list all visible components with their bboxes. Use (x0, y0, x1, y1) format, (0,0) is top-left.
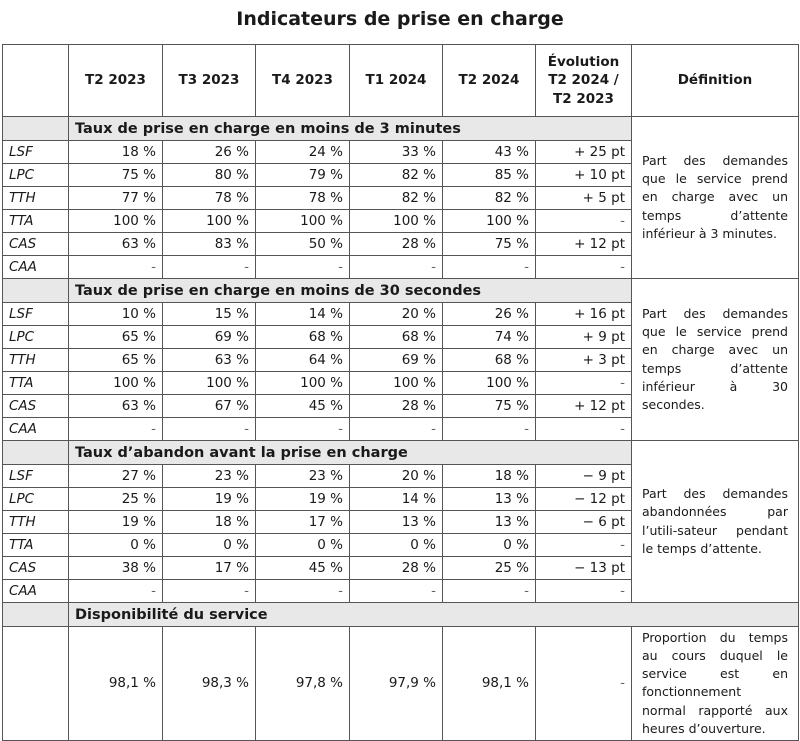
value-cell: 97,9 % (350, 627, 443, 741)
value-cell: 75 % (443, 233, 536, 256)
evolution-cell: + 9 pt (536, 326, 632, 349)
row-label-empty (3, 627, 69, 741)
value-cell: 0 % (163, 534, 256, 557)
evolution-cell: - (536, 627, 632, 741)
evolution-cell: + 16 pt (536, 303, 632, 326)
value-cell: 28 % (350, 395, 443, 418)
evolution-cell: + 5 pt (536, 187, 632, 210)
value-cell: 68 % (350, 326, 443, 349)
value-cell: 33 % (350, 141, 443, 164)
value-cell: 77 % (69, 187, 163, 210)
value-cell: - (256, 256, 350, 279)
column-header: T2 2023 (69, 45, 163, 117)
value-cell: 45 % (256, 395, 350, 418)
row-label: LPC (3, 164, 69, 187)
value-cell: 75 % (69, 164, 163, 187)
column-header: T1 2024 (350, 45, 443, 117)
value-cell: - (163, 580, 256, 603)
row-label: TTH (3, 511, 69, 534)
column-header: T2 2024 (443, 45, 536, 117)
evolution-cell: - (536, 418, 632, 441)
section-header-empty (3, 603, 69, 627)
indicators-table (2, 44, 799, 741)
value-cell: - (163, 418, 256, 441)
column-header: T4 2023 (256, 45, 350, 117)
value-cell: 19 % (256, 488, 350, 511)
value-cell: 100 % (350, 210, 443, 233)
value-cell: - (163, 256, 256, 279)
row-label: CAS (3, 233, 69, 256)
value-cell: 100 % (163, 210, 256, 233)
value-cell: 83 % (163, 233, 256, 256)
value-cell: 24 % (256, 141, 350, 164)
value-cell: 20 % (350, 303, 443, 326)
row-label: CAS (3, 395, 69, 418)
evolution-cell: − 12 pt (536, 488, 632, 511)
column-header: T3 2023 (163, 45, 256, 117)
value-cell: 27 % (69, 465, 163, 488)
row-label: TTH (3, 187, 69, 210)
value-cell: 20 % (350, 465, 443, 488)
value-cell: 75 % (443, 395, 536, 418)
value-cell: 25 % (443, 557, 536, 580)
section-title: Taux d’abandon avant la prise en charge (69, 441, 632, 465)
value-cell: 100 % (256, 210, 350, 233)
value-cell: 64 % (256, 349, 350, 372)
value-cell: 98,1 % (69, 627, 163, 741)
row-label: CAA (3, 256, 69, 279)
evolution-cell: + 25 pt (536, 141, 632, 164)
value-cell: 13 % (443, 511, 536, 534)
evolution-cell: - (536, 210, 632, 233)
row-label: TTA (3, 372, 69, 395)
section-header-row (3, 603, 799, 627)
value-cell: 43 % (443, 141, 536, 164)
value-cell: 100 % (69, 372, 163, 395)
evolution-cell: + 12 pt (536, 233, 632, 256)
value-cell: - (350, 418, 443, 441)
value-cell: 18 % (163, 511, 256, 534)
value-cell: 28 % (350, 233, 443, 256)
value-cell: 15 % (163, 303, 256, 326)
value-cell: 26 % (443, 303, 536, 326)
row-label: CAA (3, 580, 69, 603)
value-cell: 79 % (256, 164, 350, 187)
section-header-empty (3, 441, 69, 465)
row-label: LSF (3, 465, 69, 488)
value-cell: 78 % (256, 187, 350, 210)
row-label: TTH (3, 349, 69, 372)
value-cell: 18 % (69, 141, 163, 164)
value-cell: 45 % (256, 557, 350, 580)
value-cell: 100 % (443, 210, 536, 233)
value-cell: 26 % (163, 141, 256, 164)
value-cell: - (256, 580, 350, 603)
row-label: TTA (3, 210, 69, 233)
value-cell: 50 % (256, 233, 350, 256)
section-header-empty (3, 279, 69, 303)
row-label: LSF (3, 303, 69, 326)
value-cell: 0 % (256, 534, 350, 557)
section-definition: Part des demandes que le service prend en charge avec un temps d’attente inférieur à 30 secondes. (632, 279, 799, 441)
row-label: CAA (3, 418, 69, 441)
value-cell: - (443, 418, 536, 441)
value-cell: 100 % (350, 372, 443, 395)
value-cell: 100 % (69, 210, 163, 233)
value-cell: - (350, 256, 443, 279)
value-cell: - (256, 418, 350, 441)
value-cell: 65 % (69, 326, 163, 349)
value-cell: 19 % (163, 488, 256, 511)
value-cell: 97,8 % (256, 627, 350, 741)
value-cell: 67 % (163, 395, 256, 418)
section-title: Taux de prise en charge en moins de 30 secondes (69, 279, 632, 303)
page-title: Indicateurs de prise en charge (236, 8, 564, 30)
value-cell: 17 % (163, 557, 256, 580)
evolution-cell: - (536, 256, 632, 279)
value-cell: 18 % (443, 465, 536, 488)
value-cell: 82 % (350, 164, 443, 187)
value-cell: 100 % (443, 372, 536, 395)
value-cell: 78 % (163, 187, 256, 210)
value-cell: 100 % (163, 372, 256, 395)
value-cell: 0 % (350, 534, 443, 557)
evolution-cell: − 13 pt (536, 557, 632, 580)
evolution-cell: − 9 pt (536, 465, 632, 488)
value-cell: 10 % (69, 303, 163, 326)
availability-definition: Proportion du temps au cours duquel le service est en fonctionnement normal rapporté aux heures d’ouverture. (632, 627, 799, 741)
value-cell: 69 % (163, 326, 256, 349)
value-cell: 100 % (256, 372, 350, 395)
value-cell: 17 % (256, 511, 350, 534)
definition-header: Définition (632, 45, 799, 117)
value-cell: 63 % (163, 349, 256, 372)
value-cell: - (69, 418, 163, 441)
value-cell: 14 % (256, 303, 350, 326)
value-cell: 23 % (163, 465, 256, 488)
value-cell: 68 % (443, 349, 536, 372)
value-cell: 0 % (443, 534, 536, 557)
evolution-cell: - (536, 372, 632, 395)
header-row (3, 45, 799, 117)
value-cell: - (69, 580, 163, 603)
value-cell: 13 % (443, 488, 536, 511)
evolution-cell: - (536, 580, 632, 603)
section-header-row (3, 117, 799, 141)
evolution-cell: + 12 pt (536, 395, 632, 418)
value-cell: - (443, 580, 536, 603)
value-cell: 68 % (256, 326, 350, 349)
row-label: TTA (3, 534, 69, 557)
section-title: Disponibilité du service (69, 603, 799, 627)
row-label: LPC (3, 326, 69, 349)
value-cell: 74 % (443, 326, 536, 349)
row-label: LPC (3, 488, 69, 511)
value-cell: 82 % (443, 187, 536, 210)
value-cell: 85 % (443, 164, 536, 187)
section-header-empty (3, 117, 69, 141)
section-title: Taux de prise en charge en moins de 3 minutes (69, 117, 632, 141)
value-cell: 19 % (69, 511, 163, 534)
value-cell: 80 % (163, 164, 256, 187)
value-cell: 0 % (69, 534, 163, 557)
evolution-header: Évolution T2 2024 / T2 2023 (536, 45, 632, 117)
value-cell: 98,1 % (443, 627, 536, 741)
value-cell: 25 % (69, 488, 163, 511)
row-label: LSF (3, 141, 69, 164)
availability-row (3, 627, 799, 741)
row-label: CAS (3, 557, 69, 580)
value-cell: - (69, 256, 163, 279)
evolution-cell: - (536, 534, 632, 557)
value-cell: 13 % (350, 511, 443, 534)
value-cell: 82 % (350, 187, 443, 210)
evolution-cell: − 6 pt (536, 511, 632, 534)
value-cell: 28 % (350, 557, 443, 580)
value-cell: 63 % (69, 395, 163, 418)
evolution-cell: + 3 pt (536, 349, 632, 372)
value-cell: 98,3 % (163, 627, 256, 741)
value-cell: 63 % (69, 233, 163, 256)
section-definition: Part des demandes que le service prend en charge avec un temps d’attente inférieur à 3 minutes. (632, 117, 799, 279)
header-empty (3, 45, 69, 117)
section-definition: Part des demandes abandonnées par l’utili-sateur pendant le temps d’attente. (632, 441, 799, 603)
value-cell: - (443, 256, 536, 279)
value-cell: 38 % (69, 557, 163, 580)
value-cell: 65 % (69, 349, 163, 372)
value-cell: 23 % (256, 465, 350, 488)
value-cell: 14 % (350, 488, 443, 511)
section-header-row (3, 441, 799, 465)
value-cell: 69 % (350, 349, 443, 372)
evolution-cell: + 10 pt (536, 164, 632, 187)
value-cell: - (350, 580, 443, 603)
section-header-row (3, 279, 799, 303)
